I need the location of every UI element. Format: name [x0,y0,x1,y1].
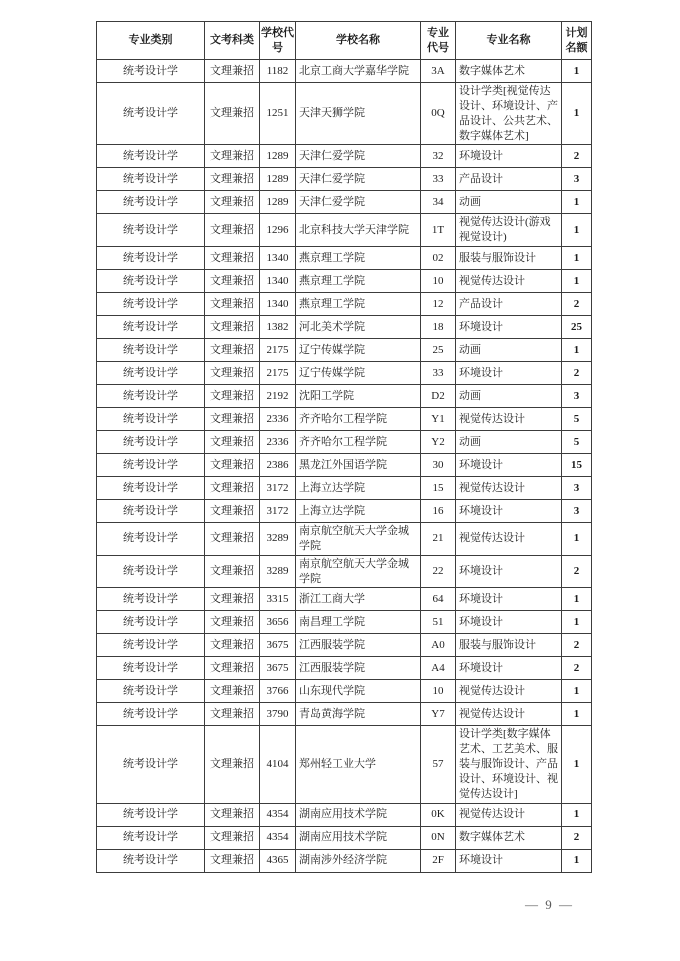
cell-major-name: 环境设计 [456,588,562,611]
cell-major-code: 0K [421,803,456,826]
cell-major-name: 视觉传达设计 [456,523,562,556]
cell-school-name: 天津天狮学院 [296,83,421,145]
table-body [97,60,592,873]
table-row [97,826,592,849]
cell-major-name: 环境设计 [456,555,562,588]
cell-quota: 15 [562,454,592,477]
cell-subject: 文理兼招 [205,477,260,500]
cell-major-name: 动画 [456,385,562,408]
cell-school-code: 4104 [260,726,296,803]
cell-school-code: 3172 [260,477,296,500]
cell-category: 统考设计学 [97,408,205,431]
cell-subject: 文理兼招 [205,362,260,385]
cell-school-name: 上海立达学院 [296,477,421,500]
cell-quota: 2 [562,362,592,385]
cell-school-name: 齐齐哈尔工程学院 [296,408,421,431]
cell-school-code: 2175 [260,362,296,385]
cell-major-code: 34 [421,191,456,214]
header-school-code: 学校代号 [260,22,296,60]
cell-school-code: 2175 [260,339,296,362]
cell-category: 统考设计学 [97,60,205,83]
cell-category: 统考设计学 [97,555,205,588]
cell-school-code: 4354 [260,826,296,849]
cell-subject: 文理兼招 [205,339,260,362]
table-row [97,168,592,191]
cell-major-name: 产品设计 [456,168,562,191]
cell-school-name: 浙江工商大学 [296,588,421,611]
cell-major-code: 0Q [421,83,456,145]
table-row [97,247,592,270]
cell-major-code: 30 [421,454,456,477]
cell-subject: 文理兼招 [205,83,260,145]
cell-major-name: 产品设计 [456,293,562,316]
cell-quota: 5 [562,431,592,454]
cell-quota: 1 [562,703,592,726]
table-row [97,703,592,726]
cell-quota: 1 [562,247,592,270]
cell-major-name: 环境设计 [456,316,562,339]
cell-major-name: 视觉传达设计(游戏视觉设计) [456,214,562,247]
cell-school-name: 燕京理工学院 [296,270,421,293]
table-header-row [97,22,592,60]
cell-category: 统考设计学 [97,339,205,362]
table-row [97,555,592,588]
cell-school-code: 1340 [260,247,296,270]
cell-major-name: 视觉传达设计 [456,270,562,293]
table-row [97,500,592,523]
header-major-name: 专业名称 [456,22,562,60]
cell-subject: 文理兼招 [205,523,260,556]
cell-category: 统考设计学 [97,293,205,316]
cell-category: 统考设计学 [97,588,205,611]
cell-major-code: 32 [421,145,456,168]
cell-major-name: 环境设计 [456,657,562,680]
table-row [97,588,592,611]
cell-major-name: 动画 [456,191,562,214]
cell-category: 统考设计学 [97,431,205,454]
cell-school-name: 南京航空航天大学金城学院 [296,523,421,556]
cell-category: 统考设计学 [97,500,205,523]
table-row [97,385,592,408]
table-row [97,634,592,657]
cell-quota: 2 [562,826,592,849]
cell-subject: 文理兼招 [205,703,260,726]
cell-subject: 文理兼招 [205,555,260,588]
cell-category: 统考设计学 [97,270,205,293]
cell-major-code: 12 [421,293,456,316]
cell-subject: 文理兼招 [205,145,260,168]
cell-category: 统考设计学 [97,803,205,826]
cell-major-name: 视觉传达设计 [456,408,562,431]
cell-school-code: 1289 [260,168,296,191]
table-row [97,408,592,431]
table-row [97,362,592,385]
cell-category: 统考设计学 [97,611,205,634]
cell-quota: 1 [562,83,592,145]
cell-quota: 3 [562,168,592,191]
cell-school-code: 1296 [260,214,296,247]
cell-quota: 2 [562,555,592,588]
cell-category: 统考设计学 [97,634,205,657]
cell-category: 统考设计学 [97,454,205,477]
table-row [97,431,592,454]
cell-school-code: 4354 [260,803,296,826]
cell-major-code: Y2 [421,431,456,454]
cell-school-name: 湖南应用技术学院 [296,826,421,849]
cell-school-name: 江西服装学院 [296,634,421,657]
cell-major-code: D2 [421,385,456,408]
table-row [97,293,592,316]
table-row [97,191,592,214]
cell-major-code: 64 [421,588,456,611]
cell-major-code: A0 [421,634,456,657]
cell-quota: 1 [562,523,592,556]
cell-quota: 1 [562,680,592,703]
cell-school-name: 湖南涉外经济学院 [296,849,421,872]
cell-school-code: 1382 [260,316,296,339]
cell-school-name: 天津仁爱学院 [296,168,421,191]
cell-major-code: 2F [421,849,456,872]
cell-major-name: 视觉传达设计 [456,680,562,703]
cell-major-name: 环境设计 [456,500,562,523]
cell-major-code: 33 [421,362,456,385]
cell-school-name: 北京科技大学天津学院 [296,214,421,247]
cell-quota: 1 [562,60,592,83]
cell-subject: 文理兼招 [205,270,260,293]
cell-category: 统考设计学 [97,657,205,680]
cell-school-code: 3675 [260,657,296,680]
cell-major-name: 服装与服饰设计 [456,247,562,270]
cell-major-code: 25 [421,339,456,362]
cell-quota: 2 [562,145,592,168]
cell-school-name: 辽宁传媒学院 [296,339,421,362]
cell-major-code: 1T [421,214,456,247]
table-row [97,214,592,247]
cell-major-name: 环境设计 [456,454,562,477]
cell-school-name: 郑州轻工业大学 [296,726,421,803]
cell-quota: 3 [562,385,592,408]
table-row [97,803,592,826]
cell-school-code: 2192 [260,385,296,408]
cell-school-code: 2386 [260,454,296,477]
cell-quota: 1 [562,191,592,214]
cell-major-name: 环境设计 [456,145,562,168]
cell-category: 统考设计学 [97,316,205,339]
cell-major-name: 数字媒体艺术 [456,826,562,849]
cell-school-code: 2336 [260,431,296,454]
cell-quota: 2 [562,634,592,657]
header-major-category: 专业类别 [97,22,205,60]
cell-major-name: 视觉传达设计 [456,803,562,826]
cell-major-name: 动画 [456,339,562,362]
cell-school-code: 3172 [260,500,296,523]
cell-subject: 文理兼招 [205,500,260,523]
cell-category: 统考设计学 [97,145,205,168]
cell-major-code: 18 [421,316,456,339]
cell-school-code: 1251 [260,83,296,145]
cell-quota: 1 [562,726,592,803]
cell-major-name: 数字媒体艺术 [456,60,562,83]
cell-quota: 2 [562,657,592,680]
table-row [97,270,592,293]
cell-school-name: 青岛黄海学院 [296,703,421,726]
table-row [97,83,592,145]
cell-subject: 文理兼招 [205,431,260,454]
cell-subject: 文理兼招 [205,454,260,477]
cell-quota: 1 [562,611,592,634]
cell-subject: 文理兼招 [205,385,260,408]
table-row [97,454,592,477]
cell-major-name: 环境设计 [456,849,562,872]
cell-category: 统考设计学 [97,214,205,247]
table-row [97,523,592,556]
cell-subject: 文理兼招 [205,247,260,270]
cell-school-name: 上海立达学院 [296,500,421,523]
cell-category: 统考设计学 [97,477,205,500]
cell-subject: 文理兼招 [205,803,260,826]
cell-major-name: 环境设计 [456,611,562,634]
cell-quota: 2 [562,293,592,316]
cell-quota: 1 [562,214,592,247]
cell-school-code: 1340 [260,293,296,316]
header-exam-subject: 文考科类 [205,22,260,60]
cell-school-code: 3790 [260,703,296,726]
cell-major-code: 0N [421,826,456,849]
cell-school-code: 3315 [260,588,296,611]
cell-major-code: 51 [421,611,456,634]
cell-category: 统考设计学 [97,168,205,191]
cell-major-code: Y7 [421,703,456,726]
cell-category: 统考设计学 [97,523,205,556]
cell-quota: 3 [562,500,592,523]
header-major-code: 专业代号 [421,22,456,60]
cell-subject: 文理兼招 [205,826,260,849]
page-number: — 9 — [525,897,574,912]
cell-major-name: 设计学类[数字媒体艺术、工艺美术、服装与服饰设计、产品设计、环境设计、视觉传达设计] [456,726,562,803]
cell-category: 统考设计学 [97,362,205,385]
table-row [97,611,592,634]
cell-major-code: Y1 [421,408,456,431]
cell-major-code: 02 [421,247,456,270]
cell-quota: 25 [562,316,592,339]
cell-subject: 文理兼招 [205,60,260,83]
header-plan-quota: 计划名额 [562,22,592,60]
cell-school-code: 3656 [260,611,296,634]
cell-school-code: 1182 [260,60,296,83]
cell-quota: 1 [562,803,592,826]
cell-quota: 1 [562,270,592,293]
cell-subject: 文理兼招 [205,611,260,634]
cell-school-code: 2336 [260,408,296,431]
cell-major-code: 16 [421,500,456,523]
cell-school-code: 4365 [260,849,296,872]
table-row [97,477,592,500]
admission-plan-table [96,21,592,873]
cell-school-name: 燕京理工学院 [296,293,421,316]
table-row [97,145,592,168]
cell-subject: 文理兼招 [205,408,260,431]
cell-quota: 1 [562,849,592,872]
cell-major-name: 动画 [456,431,562,454]
cell-major-code: 57 [421,726,456,803]
cell-school-code: 3289 [260,523,296,556]
cell-school-name: 天津仁爱学院 [296,191,421,214]
table-row [97,726,592,803]
cell-subject: 文理兼招 [205,588,260,611]
cell-major-name: 环境设计 [456,362,562,385]
cell-school-name: 湖南应用技术学院 [296,803,421,826]
cell-school-name: 山东现代学院 [296,680,421,703]
cell-subject: 文理兼招 [205,634,260,657]
cell-major-code: 10 [421,270,456,293]
cell-school-name: 齐齐哈尔工程学院 [296,431,421,454]
cell-school-code: 1340 [260,270,296,293]
cell-subject: 文理兼招 [205,191,260,214]
cell-subject: 文理兼招 [205,293,260,316]
table-head [97,22,592,60]
cell-quota: 1 [562,588,592,611]
cell-subject: 文理兼招 [205,168,260,191]
cell-school-name: 江西服装学院 [296,657,421,680]
cell-major-code: 22 [421,555,456,588]
cell-quota: 3 [562,477,592,500]
cell-school-code: 1289 [260,191,296,214]
table-row [97,60,592,83]
header-school-name: 学校名称 [296,22,421,60]
cell-quota: 1 [562,339,592,362]
cell-category: 统考设计学 [97,703,205,726]
cell-major-name: 视觉传达设计 [456,477,562,500]
cell-school-name: 南昌理工学院 [296,611,421,634]
cell-major-code: 21 [421,523,456,556]
cell-major-code: 10 [421,680,456,703]
cell-subject: 文理兼招 [205,849,260,872]
cell-school-name: 黑龙江外国语学院 [296,454,421,477]
cell-category: 统考设计学 [97,247,205,270]
cell-major-code: 15 [421,477,456,500]
cell-major-code: 3A [421,60,456,83]
cell-subject: 文理兼招 [205,680,260,703]
cell-subject: 文理兼招 [205,214,260,247]
cell-school-name: 辽宁传媒学院 [296,362,421,385]
cell-category: 统考设计学 [97,680,205,703]
cell-category: 统考设计学 [97,726,205,803]
cell-school-code: 3675 [260,634,296,657]
cell-major-code: 33 [421,168,456,191]
table-row [97,849,592,872]
cell-category: 统考设计学 [97,385,205,408]
cell-subject: 文理兼招 [205,657,260,680]
cell-school-name: 河北美术学院 [296,316,421,339]
cell-major-code: A4 [421,657,456,680]
cell-school-name: 南京航空航天大学金城学院 [296,555,421,588]
cell-school-code: 3289 [260,555,296,588]
table-row [97,657,592,680]
cell-school-code: 1289 [260,145,296,168]
table-row [97,339,592,362]
cell-quota: 5 [562,408,592,431]
cell-category: 统考设计学 [97,83,205,145]
cell-category: 统考设计学 [97,849,205,872]
cell-subject: 文理兼招 [205,316,260,339]
cell-major-name: 设计学类[视觉传达设计、环境设计、产品设计、公共艺术、数字媒体艺术] [456,83,562,145]
cell-major-name: 服装与服饰设计 [456,634,562,657]
cell-major-name: 视觉传达设计 [456,703,562,726]
cell-category: 统考设计学 [97,826,205,849]
cell-school-name: 北京工商大学嘉华学院 [296,60,421,83]
cell-subject: 文理兼招 [205,726,260,803]
cell-category: 统考设计学 [97,191,205,214]
table-row [97,316,592,339]
cell-school-name: 沈阳工学院 [296,385,421,408]
table-row [97,680,592,703]
cell-school-code: 3766 [260,680,296,703]
cell-school-name: 天津仁爱学院 [296,145,421,168]
cell-school-name: 燕京理工学院 [296,247,421,270]
